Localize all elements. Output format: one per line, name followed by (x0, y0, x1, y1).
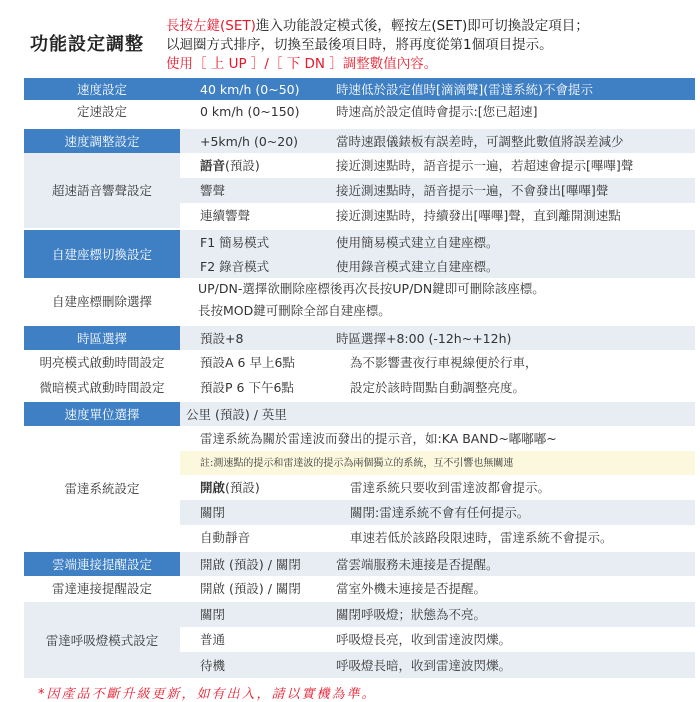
desc-speed: 時速低於設定值時[滴滴聲](雷達系統)不會提示 (332, 78, 695, 100)
desc-breath-standby: 呼吸燈長暗，收到雷達波閃爍。 (332, 652, 695, 678)
value-dim: 預設P 6 下午6點 (180, 375, 332, 400)
label-bright: 明亮模式啟動時間設定 (24, 350, 180, 375)
desc-dim: 設定於該時間點自動調整亮度。 (332, 375, 695, 400)
value-breath-standby: 待機 (180, 652, 332, 678)
label-adjust: 速度調整設定 (24, 129, 180, 153)
value-cruise: 0 km/h (0~150) (180, 100, 332, 122)
instruction-line-1 (166, 17, 589, 35)
desc-cloud: 當雲端服務未連接是否提醒。 (332, 552, 695, 576)
desc-coord-record: 使用錄音模式建立自建座標。 (332, 254, 695, 278)
value-unit: 公里 (預設) / 英里 (180, 402, 695, 426)
desc-coord-simple: 使用簡易模式建立自建座標。 (332, 230, 695, 254)
page-title: 功能設定調整 (30, 34, 144, 55)
header (0, 0, 700, 78)
desc-timezone: 時區選擇+8:00 (-12h~+12h) (332, 326, 695, 350)
label-dim: 微暗模式啟動時間設定 (24, 375, 180, 400)
radar-note: 註:測速點的提示和雷達波的提示為兩個獨立的系統，互不引響也無關連 (180, 451, 695, 475)
label-breath: 雷達呼吸燈模式設定 (24, 602, 180, 678)
value-radar-connect: 開啟 (預設) / 關閉 (180, 576, 332, 600)
label-radar: 雷達系統設定 (24, 426, 180, 550)
desc-radar-on: 雷達系統只要收到雷達波都會提示。 (332, 475, 695, 500)
label-unit: 速度單位選擇 (24, 402, 180, 426)
value-coord-record: F2 錄音模式 (180, 254, 332, 278)
desc-radar-mute: 車速若低於該路段限速時，雷達系統不會提示。 (332, 525, 695, 550)
value-timezone: 預設+8 (180, 326, 332, 350)
desc-radar-connect: 當室外機未連接是否提醒。 (332, 576, 695, 600)
desc-breath-normal: 呼吸燈長亮，收到雷達波閃爍。 (332, 627, 695, 652)
value-overspeed-beep: 響聲 (180, 178, 332, 203)
disclaimer: *因產品不斷升級更新，如有出入，請以實機為準。 (38, 687, 377, 702)
value-speed: 40 km/h (0~50) (180, 78, 332, 100)
instruction-key: 長按左鍵(SET) (166, 18, 256, 34)
label-speed: 速度設定 (24, 78, 180, 100)
desc-adjust: 當時速跟儀錶板有誤差時，可調整此數值將誤差減少 (332, 129, 695, 153)
instruction-line-2: 以迴圈方式排序，切換至最後項目時，將再度從第1個項目提示。 (166, 37, 553, 53)
value-cloud: 開啟 (預設) / 關閉 (180, 552, 332, 576)
value-overspeed-voice: 語音 (預設) (180, 153, 332, 178)
value-overspeed-continuous: 連續響聲 (180, 203, 332, 228)
value-radar-off: 關閉 (180, 500, 332, 525)
desc-cruise: 時速高於設定值時會提示:[您已超速] (332, 100, 695, 122)
instruction-line-3: 使用［ 上 UP ］/［ 下 DN ］調整數值內容。 (166, 56, 438, 72)
desc-overspeed-voice: 接近測速點時，語音提示一遍，若超速會提示[嗶嗶]聲 (332, 153, 695, 178)
default-option: 語音 (200, 158, 226, 173)
label-timezone: 時區選擇 (24, 326, 180, 350)
radar-intro: 雷達系統為關於雷達波而發出的提示音，如:KA BAND~嘟嘟嘟~ (180, 426, 695, 451)
value-adjust: +5km/h (0~20) (180, 129, 332, 153)
desc-overspeed-beep: 接近測速點時，語音提示一遍，不會發出[嗶嗶]聲 (332, 178, 695, 203)
desc-breath-off: 關閉呼吸燈；狀態為不亮。 (332, 602, 695, 627)
value-radar-mute: 自動靜音 (180, 525, 332, 550)
coord-delete-line-1: UP/DN-選擇欲刪除座標後再次長按UP/DN鍵即可刪除該座標。 (198, 281, 545, 296)
label-cloud: 雲端連接提醒設定 (24, 552, 180, 576)
value-breath-off: 關閉 (180, 602, 332, 627)
value-bright: 預設A 6 早上6點 (180, 350, 332, 375)
desc-coord-delete (180, 278, 695, 324)
instruction-text: 進入功能設定模式後，輕按左(SET)即可切換設定項目； (255, 18, 589, 34)
value-coord-simple: F1 簡易模式 (180, 230, 332, 254)
value-breath-normal: 普通 (180, 627, 332, 652)
settings-table (24, 78, 695, 680)
desc-overspeed-continuous: 接近測速點時，持續發出[嗶嗶]聲，直到離開測速點 (332, 203, 695, 228)
coord-delete-line-2: 長按MOD鍵可刪除全部自建座標。 (198, 303, 391, 318)
desc-bright: 為不影響晝夜行車視線便於行車， (332, 350, 695, 375)
label-radar-connect: 雷達連接提醒設定 (24, 576, 180, 600)
label-coord-mode: 自建座標切換設定 (24, 230, 180, 278)
label-overspeed: 超速語音響聲設定 (24, 153, 180, 228)
label-coord-delete: 自建座標刪除選擇 (24, 278, 180, 324)
value-radar-on: 開啟 (預設) (180, 475, 332, 500)
label-cruise: 定速設定 (24, 100, 180, 122)
desc-radar-off: 關閉:雷達系統不會有任何提示。 (332, 500, 695, 525)
default-option: 開啟 (200, 480, 226, 495)
